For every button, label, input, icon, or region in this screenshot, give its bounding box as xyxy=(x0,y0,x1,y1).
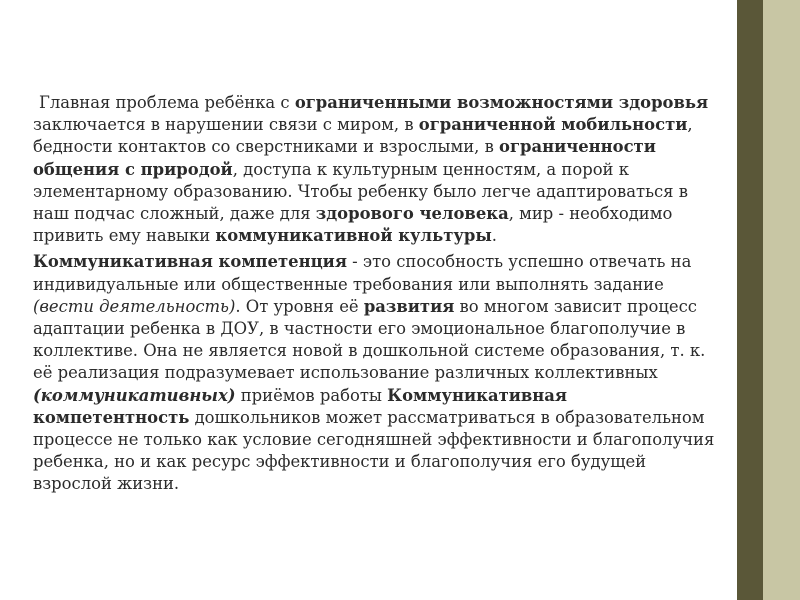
p2-s8: приёмов работы xyxy=(235,385,388,405)
p1-s1: Главная проблема ребёнка с xyxy=(39,93,295,112)
p2-s6: во многом зависит процесс адаптации ребенка в ДОУ, в частности его эмоциональное благополучие в коллективе. Она не является новой в дошкольной системе образования, т. к. её реализация подразумевает использование различных коллективных xyxy=(33,296,706,383)
p1-s4: ограниченной мобильности xyxy=(418,115,688,135)
p2-s5: развития xyxy=(363,296,455,316)
paragraph-main-problem xyxy=(33,92,723,247)
sidebar-light-stripe xyxy=(763,0,800,600)
p1-s7: , доступа к культурным ценностям, а порой к элементарному образованию. Чтобы ребенку было легче адаптироваться в наш подчас сложный, даже для xyxy=(33,159,688,224)
p1-s10: коммуникативной культуры xyxy=(215,226,492,246)
p1-s6: ограниченности общения с природой xyxy=(33,137,656,179)
paragraph-communicative-competence xyxy=(33,251,723,495)
p2-s7: (коммуникативных) xyxy=(33,385,236,405)
p2-s4: . От уровня её xyxy=(235,296,364,316)
p1-s9: , мир - необходимо привить ему навыки xyxy=(33,204,673,246)
sidebar-dark-stripe xyxy=(737,0,763,600)
p1-s8: здорового человека xyxy=(315,204,509,224)
p2-s10: дошкольников может рассматриваться в образовательном процессе не только как условие сегодняшней эффективности и благополучия ребенка, но и как ресурс эффективности и благополучия его будущей взрослой жизни. xyxy=(33,407,715,494)
p2-s2: - это способность успешно отвечать на индивидуальные или общественные требования или выполнять задание xyxy=(33,252,692,294)
p1-s3: заключается в нарушении связи с миром, в xyxy=(33,115,419,135)
p1-s2: ограниченными возможностями здоровья xyxy=(294,93,709,112)
p2-s1: Коммуникативная компетенция xyxy=(33,252,347,272)
p1-s5: , бедности контактов со сверстниками и взрослыми, в xyxy=(33,115,693,157)
p2-s3: (вести деятельность) xyxy=(33,296,236,316)
p2-s9: Коммуникативная компетентность xyxy=(33,385,568,427)
slide-text xyxy=(33,92,723,496)
p1-s11: . xyxy=(491,226,497,246)
